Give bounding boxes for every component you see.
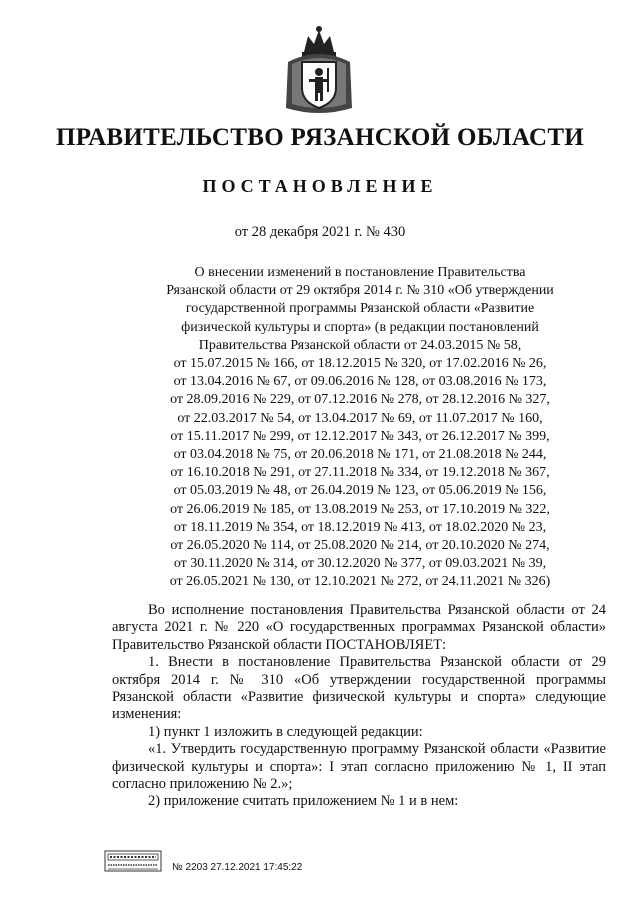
preamble-paragraph: Во исполнение постановления Правительства Рязанской области от 24 августа 2021 г. № 220 «О государственных программах Рязанской области» Правительство Рязанской области ПОСТАНОВЛЯЕТ: <box>112 602 606 653</box>
subject-line: государственной программы Рязанской области «Развитие <box>185 301 535 317</box>
document-type: ПОСТАНОВЛЕНИЕ <box>202 176 438 196</box>
subject-line: от 26.05.2021 № 130, от 12.10.2021 № 272, от 24.11.2021 № 326) <box>169 574 551 590</box>
subject-line: Рязанской области от 29 октября 2014 г. № 310 «Об утверждении <box>166 283 554 299</box>
subject-line: от 30.11.2020 № 314, от 30.12.2020 № 377, от 09.03.2021 № 39, <box>173 556 547 572</box>
subject-line: от 18.11.2019 № 354, от 18.12.2019 № 413, от 18.02.2020 № 23, <box>173 519 547 535</box>
document-subject <box>140 264 580 592</box>
subject-line: от 03.04.2018 № 75, от 20.06.2018 № 171, от 21.08.2018 № 244, <box>173 447 547 463</box>
subject-line: от 15.11.2017 № 299, от 12.12.2017 № 343, от 26.12.2017 № 399, <box>170 428 550 444</box>
subject-line: от 16.10.2018 № 291, от 27.11.2018 № 334, от 19.12.2018 № 367, <box>170 465 550 481</box>
organization-title: ПРАВИТЕЛЬСТВО РЯЗАНСКОЙ ОБЛАСТИ <box>55 124 585 151</box>
document-date-number: от 28 декабря 2021 г. № 430 <box>234 224 406 240</box>
subject-line: физической культуры и спорта» (в редакции постановлений <box>181 319 539 335</box>
registration-stamp-icon <box>104 848 162 874</box>
subject-line: от 05.03.2019 № 48, от 26.04.2019 № 123, от 05.06.2019 № 156, <box>173 483 547 499</box>
subitem-2-paragraph: 2) приложение считать приложением № 1 и в нем: <box>148 793 459 810</box>
subject-line: от 28.09.2016 № 229, от 07.12.2016 № 278, от 28.12.2016 № 327, <box>170 392 550 408</box>
registration-number: № 2203 27.12.2021 17:45:22 <box>172 862 303 873</box>
document-body <box>112 602 606 811</box>
subject-line: от 13.04.2016 № 67, от 09.06.2016 № 128, от 03.08.2016 № 173, <box>173 374 547 390</box>
subject-line: от 26.06.2019 № 185, от 13.08.2019 № 253, от 17.10.2019 № 322, <box>170 501 550 517</box>
item-1-paragraph: 1. Внести в постановление Правительства Рязанской области от 29 октября 2014 г. № 310 «Об утверждении государственной программы Рязанской области «Развитие физической культуры и спорта» следующие изменения: <box>112 654 606 723</box>
ryazan-coat-of-arms-icon <box>282 22 356 118</box>
subitem-1-paragraph: 1) пункт 1 изложить в следующей редакции: <box>148 723 423 740</box>
subject-line: от 22.03.2017 № 54, от 13.04.2017 № 69, от 11.07.2017 № 160, <box>177 410 543 426</box>
subject-line: О внесении изменений в постановление Правительства <box>194 265 526 280</box>
subject-line: от 15.07.2015 № 166, от 18.12.2015 № 320, от 17.02.2016 № 26, <box>173 356 547 372</box>
quoted-clause-paragraph: «1. Утвердить государственную программу Рязанской области «Развитие физической культуры и спорта»: I этап согласно приложению № 1, II этап согласно приложению № 2.»; <box>112 741 606 793</box>
subject-line: от 26.05.2020 № 114, от 25.08.2020 № 214, от 20.10.2020 № 274, <box>170 538 550 554</box>
subject-line: Правительства Рязанской области от 24.03.2015 № 58, <box>198 337 522 353</box>
